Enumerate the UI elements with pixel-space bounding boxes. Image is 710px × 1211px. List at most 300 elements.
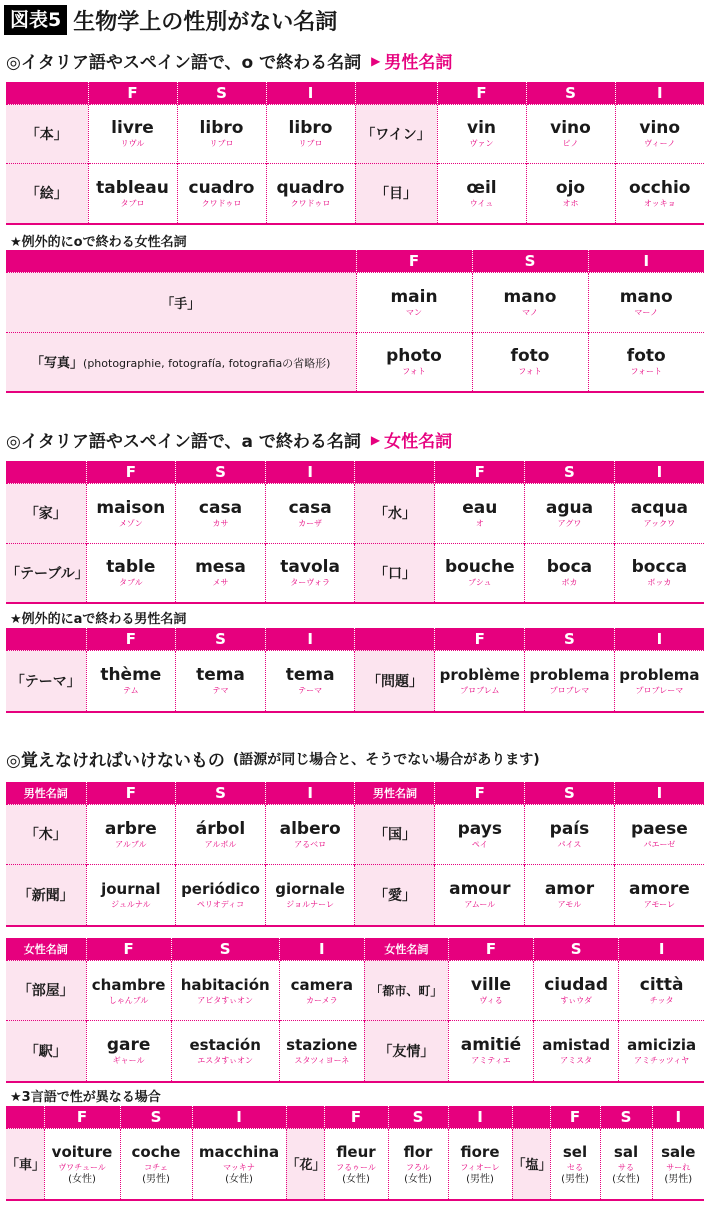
reading: ペイ xyxy=(471,839,488,849)
reading: ヴィる xyxy=(479,995,503,1005)
reading: アモル xyxy=(557,900,582,910)
word-cell xyxy=(525,650,615,712)
word-cell xyxy=(526,104,615,163)
section3-note: (語源が同じ場合と、そうでない場合があります) xyxy=(232,751,540,768)
word: libro xyxy=(199,118,244,138)
word-cell xyxy=(435,483,525,543)
word-cell xyxy=(388,1128,448,1200)
word: sale xyxy=(661,1142,696,1161)
word-cell xyxy=(177,163,266,224)
header-cell: S xyxy=(120,1106,192,1128)
reading: スタツィヨーネ xyxy=(294,1056,350,1066)
word: albero xyxy=(279,818,341,839)
header-blank xyxy=(6,82,88,104)
reading: マン xyxy=(406,307,422,317)
meaning: 「手」 xyxy=(161,296,201,312)
reading: オ xyxy=(475,518,484,528)
reading: アムール xyxy=(464,900,496,910)
header-cell: S xyxy=(388,1106,448,1128)
word-cell xyxy=(448,1128,512,1200)
header-cell: S xyxy=(176,461,266,483)
reading: リブロ xyxy=(209,139,234,148)
header-cell: F xyxy=(86,628,176,650)
word: libro xyxy=(288,118,333,138)
meaning-cell: 「問題」 xyxy=(355,650,435,712)
reading: オッキョ xyxy=(643,198,676,208)
word-cell xyxy=(526,163,615,224)
reading: フろル xyxy=(406,1162,430,1172)
word-cell xyxy=(279,1020,364,1082)
meaning-cell: 「愛」 xyxy=(355,864,435,926)
word: maison xyxy=(96,497,166,518)
word: bouche xyxy=(444,557,515,578)
reading: カサ xyxy=(212,518,229,528)
reading: ターヴォラ xyxy=(290,578,330,588)
word: journal xyxy=(101,880,161,899)
table-row xyxy=(6,163,704,224)
meaning-cell: 「ワイン」 xyxy=(355,104,437,163)
header-cell: I xyxy=(588,250,704,272)
word-cell xyxy=(171,1020,279,1082)
word: main xyxy=(390,286,438,307)
header-cell: S xyxy=(176,782,266,804)
header-cell: I xyxy=(266,82,355,104)
header-cell: F xyxy=(86,461,176,483)
reading: コチェ xyxy=(144,1162,168,1172)
word: paese xyxy=(630,818,688,839)
section3-diff-heading: ★3言語で性が異なる場合 xyxy=(10,1090,161,1105)
header-cell: I xyxy=(614,628,704,650)
word: sal xyxy=(613,1142,639,1161)
word: table xyxy=(106,557,156,578)
table-row xyxy=(6,650,704,712)
header-cell: S xyxy=(176,628,266,650)
word-cell xyxy=(176,804,266,864)
word: problema xyxy=(619,666,700,685)
word: agua xyxy=(545,497,594,518)
reading: リブロ xyxy=(298,139,323,148)
meaning-cell xyxy=(6,272,356,332)
meaning-cell: 「テーブル」 xyxy=(6,543,86,603)
header-cell: F xyxy=(435,782,525,804)
table-row xyxy=(6,1020,704,1082)
section1-exception-heading: ★例外的にoで終わる女性名詞 xyxy=(10,235,187,250)
word-cell xyxy=(176,650,266,712)
gender: (女性) xyxy=(342,1173,370,1185)
word-cell xyxy=(525,483,615,543)
word-cell xyxy=(265,543,355,603)
word: habitación xyxy=(180,975,270,994)
reading: ジュルナル xyxy=(111,900,151,910)
reading: プロブレム xyxy=(460,686,500,696)
word: casa xyxy=(198,497,243,518)
reading: ブシュ xyxy=(468,578,492,588)
reading: アックワ xyxy=(643,518,676,528)
reading: アルブル xyxy=(115,839,147,849)
word-cell xyxy=(652,1128,704,1200)
word-cell xyxy=(44,1128,120,1200)
masc-label: 男性名詞 xyxy=(6,782,86,804)
word: tema xyxy=(196,665,245,686)
reading: マーノ xyxy=(634,307,659,317)
triangle-right-icon: ▶ xyxy=(371,53,381,68)
word: thème xyxy=(100,665,162,686)
word-cell xyxy=(472,272,588,332)
reading: カーザ xyxy=(298,518,323,528)
table-row xyxy=(6,272,704,332)
header-cell: F xyxy=(356,250,472,272)
word: árbol xyxy=(195,818,246,839)
gender: (女性) xyxy=(68,1173,96,1185)
word: país xyxy=(549,818,590,839)
word-cell xyxy=(192,1128,286,1200)
reading: マッキナ xyxy=(223,1162,255,1172)
meaning-cell: 「テーマ」 xyxy=(6,650,86,712)
word-cell xyxy=(356,332,472,392)
reading: パイス xyxy=(557,839,582,849)
reading: オホ xyxy=(562,198,579,208)
reading: フるゥール xyxy=(336,1162,376,1172)
header-cell: F xyxy=(448,938,533,960)
header-blank xyxy=(512,1106,550,1128)
header-cell: I xyxy=(279,938,364,960)
word-cell xyxy=(435,543,525,603)
section1-heading-text: ◎イタリア語やスペイン語で、o で終わる名詞 xyxy=(6,53,362,73)
section3-diff-table xyxy=(6,1106,704,1201)
reading: アグワ xyxy=(557,518,582,528)
word-cell xyxy=(472,332,588,392)
section3-fem-table xyxy=(6,938,704,1083)
reading: アモーレ xyxy=(643,900,675,910)
word-cell xyxy=(448,960,533,1020)
word-cell xyxy=(88,163,177,224)
word: periódico xyxy=(181,880,260,899)
header-cell: I xyxy=(652,1106,704,1128)
section2-exception-heading: ★例外的にaで終わる男性名詞 xyxy=(10,612,187,627)
reading: リヴル xyxy=(120,139,145,148)
word: città xyxy=(639,974,684,995)
meaning-cell: 「都市、町」 xyxy=(364,960,448,1020)
gender: (女性) xyxy=(612,1173,640,1185)
reading: クワドゥロ xyxy=(290,198,331,208)
reading: プロブレーマ xyxy=(635,686,684,696)
word: bocca xyxy=(631,557,688,578)
meaning-cell: 「駅」 xyxy=(6,1020,86,1082)
section3-heading-text: ◎覚えなければいけないもの xyxy=(6,751,225,771)
word: tavola xyxy=(280,557,340,578)
figure-title-row xyxy=(4,4,337,36)
reading: フォート xyxy=(630,367,663,377)
word-cell xyxy=(550,1128,600,1200)
word-cell xyxy=(588,332,704,392)
meaning: 「写真」 xyxy=(31,356,84,372)
reading: フォト xyxy=(402,367,426,377)
reading: アミチッツィヤ xyxy=(633,1056,690,1066)
reading: カーメラ xyxy=(305,995,338,1005)
word-cell xyxy=(324,1128,388,1200)
meaning-cell: 「花」 xyxy=(286,1128,324,1200)
reading: アミスタ xyxy=(560,1056,593,1066)
meaning-cell: 「車」 xyxy=(6,1128,44,1200)
masc-label: 男性名詞 xyxy=(355,782,435,804)
reading: タブル xyxy=(118,578,143,588)
reading: ジョルナーレ xyxy=(286,900,334,910)
section2-heading xyxy=(6,427,452,452)
word-cell xyxy=(86,650,176,712)
table-row xyxy=(6,543,704,603)
word-cell xyxy=(437,104,526,163)
header-blank xyxy=(6,628,86,650)
header-blank xyxy=(6,461,86,483)
word: estación xyxy=(189,1036,261,1055)
word-cell xyxy=(619,1020,704,1082)
header-cell: F xyxy=(86,938,171,960)
word-cell xyxy=(176,543,266,603)
table-row xyxy=(6,864,704,926)
word: amore xyxy=(629,879,690,900)
header-cell: F xyxy=(86,782,176,804)
section1-exception-table xyxy=(6,250,704,393)
header-blank xyxy=(286,1106,324,1128)
reading: セる xyxy=(567,1162,583,1172)
section2-tag: 女性名詞 xyxy=(384,432,453,452)
header-cell: S xyxy=(177,82,266,104)
word-cell xyxy=(525,864,615,926)
word: flor xyxy=(403,1142,433,1161)
word-cell xyxy=(534,960,619,1020)
header-cell: I xyxy=(619,938,704,960)
word: arbre xyxy=(104,818,157,839)
header-cell: S xyxy=(525,782,615,804)
word-cell xyxy=(534,1020,619,1082)
header-blank xyxy=(6,250,356,272)
word-cell xyxy=(266,104,355,163)
gender: (男性) xyxy=(466,1173,494,1185)
header-cell: S xyxy=(472,250,588,272)
header-cell: S xyxy=(534,938,619,960)
reading: テム xyxy=(123,686,139,696)
word-cell xyxy=(525,804,615,864)
meaning-cell: 「新聞」 xyxy=(6,864,86,926)
word-cell xyxy=(435,650,525,712)
word-cell xyxy=(614,650,704,712)
header-cell: I xyxy=(265,628,355,650)
meaning-cell: 「目」 xyxy=(355,163,437,224)
header-cell: S xyxy=(526,82,615,104)
reading: アルボル xyxy=(204,839,237,849)
word: eau xyxy=(462,497,498,518)
meaning-cell: 「水」 xyxy=(355,483,435,543)
gender: (女性) xyxy=(225,1173,253,1185)
word: occhio xyxy=(629,177,691,198)
reading: クワドゥロ xyxy=(201,198,242,208)
reading: メゾン xyxy=(118,518,143,528)
word: vin xyxy=(466,118,496,138)
gender: (男性) xyxy=(664,1173,693,1185)
reading: ボカ xyxy=(561,578,578,588)
gender: (女性) xyxy=(404,1173,432,1185)
table-row xyxy=(6,332,704,392)
section2-table xyxy=(6,461,704,604)
word-cell xyxy=(356,272,472,332)
header-cell: F xyxy=(437,82,526,104)
reading: サーれ xyxy=(666,1162,691,1172)
section1-heading xyxy=(6,48,452,73)
word-cell xyxy=(279,960,364,1020)
triangle-right-icon: ▶ xyxy=(370,432,381,447)
word: acqua xyxy=(630,497,689,518)
header-blank xyxy=(355,82,437,104)
word-cell xyxy=(266,163,355,224)
word-cell xyxy=(448,1020,533,1082)
word: ville xyxy=(470,974,512,995)
word-cell xyxy=(437,163,526,224)
meaning-cell: 「絵」 xyxy=(6,163,88,224)
header-cell: F xyxy=(44,1106,120,1128)
table-row xyxy=(6,1128,704,1200)
reading: パエーゼ xyxy=(643,839,676,849)
word: fiore xyxy=(460,1142,500,1161)
word: casa xyxy=(288,497,332,518)
word-cell xyxy=(265,483,355,543)
section2-exception-table xyxy=(6,628,704,713)
header-cell: S xyxy=(600,1106,652,1128)
reading: アビタすぃオン xyxy=(197,995,254,1005)
word-cell xyxy=(588,272,704,332)
word: gare xyxy=(106,1035,151,1056)
word: amor xyxy=(544,879,595,900)
word: problema xyxy=(529,666,610,685)
meaning-cell: 「部屋」 xyxy=(6,960,86,1020)
reading: テーマ xyxy=(298,686,323,696)
reading: プロブレマ xyxy=(549,686,590,696)
word-cell xyxy=(265,804,355,864)
word: amour xyxy=(449,879,511,900)
word-cell xyxy=(265,650,355,712)
word-cell xyxy=(600,1128,652,1200)
word: foto xyxy=(626,346,666,367)
word-cell xyxy=(525,543,615,603)
table-row xyxy=(6,804,704,864)
meaning-cell: 「本」 xyxy=(6,104,88,163)
header-cell: I xyxy=(265,782,355,804)
fem-label: 女性名詞 xyxy=(6,938,86,960)
header-cell: S xyxy=(171,938,279,960)
word: pays xyxy=(457,818,502,839)
reading: ウイュ xyxy=(469,198,494,208)
header-blank xyxy=(355,628,435,650)
word-cell xyxy=(435,864,525,926)
word-cell xyxy=(265,864,355,926)
reading: アミティエ xyxy=(471,1056,511,1066)
word: mesa xyxy=(195,557,246,578)
word: amitié xyxy=(460,1035,522,1056)
reading: ギャール xyxy=(112,1056,145,1066)
word-cell xyxy=(86,804,176,864)
reading: すぃウダ xyxy=(560,995,592,1005)
table-row xyxy=(6,483,704,543)
word: foto xyxy=(510,346,550,367)
word-cell xyxy=(614,543,704,603)
reading: エスタすぃオン xyxy=(197,1056,254,1066)
table-row xyxy=(6,960,704,1020)
word-cell xyxy=(177,104,266,163)
word: fleur xyxy=(336,1142,376,1161)
section3-masc-table xyxy=(6,782,704,927)
header-cell: I xyxy=(265,461,355,483)
meaning-cell: 「口」 xyxy=(355,543,435,603)
reading: ヴワチュール xyxy=(58,1162,106,1172)
word: livre xyxy=(111,118,154,138)
meaning-cell: 「塩」 xyxy=(512,1128,550,1200)
gender: (男性) xyxy=(561,1173,589,1185)
section1-table xyxy=(6,82,704,225)
reading: メサ xyxy=(212,578,229,588)
header-blank xyxy=(355,461,435,483)
meaning-cell: 「家」 xyxy=(6,483,86,543)
word-cell xyxy=(435,804,525,864)
meaning-cell xyxy=(6,332,356,392)
reading: フォト xyxy=(518,367,542,377)
word: photo xyxy=(386,346,442,367)
word: mano xyxy=(503,286,557,307)
word: macchina xyxy=(198,1142,280,1161)
meaning-cell: 「木」 xyxy=(6,804,86,864)
word: boca xyxy=(546,557,593,578)
meaning-cell: 「国」 xyxy=(355,804,435,864)
word-cell xyxy=(176,483,266,543)
figure-title: 生物学上の性別がない名詞 xyxy=(73,9,338,35)
header-cell: I xyxy=(192,1106,286,1128)
reading: ヴィーノ xyxy=(644,139,676,148)
word: vino xyxy=(550,118,591,138)
word: voiture xyxy=(51,1142,113,1161)
gender: (男性) xyxy=(142,1173,170,1185)
header-cell: S xyxy=(525,461,615,483)
word-cell xyxy=(86,543,176,603)
reading: アるベロ xyxy=(294,839,327,849)
word: problème xyxy=(439,666,520,685)
word: tema xyxy=(285,665,335,686)
word: stazione xyxy=(286,1036,358,1055)
header-cell: F xyxy=(88,82,177,104)
word-cell xyxy=(86,960,171,1020)
reading: しゃんブル xyxy=(108,995,149,1005)
word-cell xyxy=(176,864,266,926)
reading: ペリオディコ xyxy=(196,900,245,910)
word: ojo xyxy=(555,177,586,198)
header-cell: S xyxy=(525,628,615,650)
table-row xyxy=(6,104,704,163)
word-cell xyxy=(86,483,176,543)
meaning-note: (photographie, fotografía, fotografiaの省略形) xyxy=(83,357,331,371)
word-cell xyxy=(615,163,704,224)
word-cell xyxy=(171,960,279,1020)
word-cell xyxy=(614,804,704,864)
header-cell: F xyxy=(435,461,525,483)
reading: ビノ xyxy=(562,139,579,148)
reading: フィオーレ xyxy=(460,1162,500,1172)
word: coche xyxy=(131,1142,181,1161)
word: quadro xyxy=(276,177,345,198)
reading: タブロ xyxy=(120,198,145,208)
word: tableau xyxy=(96,177,169,198)
section2-heading-text: ◎イタリア語やスペイン語で、a で終わる名詞 xyxy=(6,432,361,452)
header-cell: I xyxy=(614,461,704,483)
reading: チッタ xyxy=(649,995,674,1005)
word: ciudad xyxy=(544,974,609,995)
header-cell: F xyxy=(324,1106,388,1128)
